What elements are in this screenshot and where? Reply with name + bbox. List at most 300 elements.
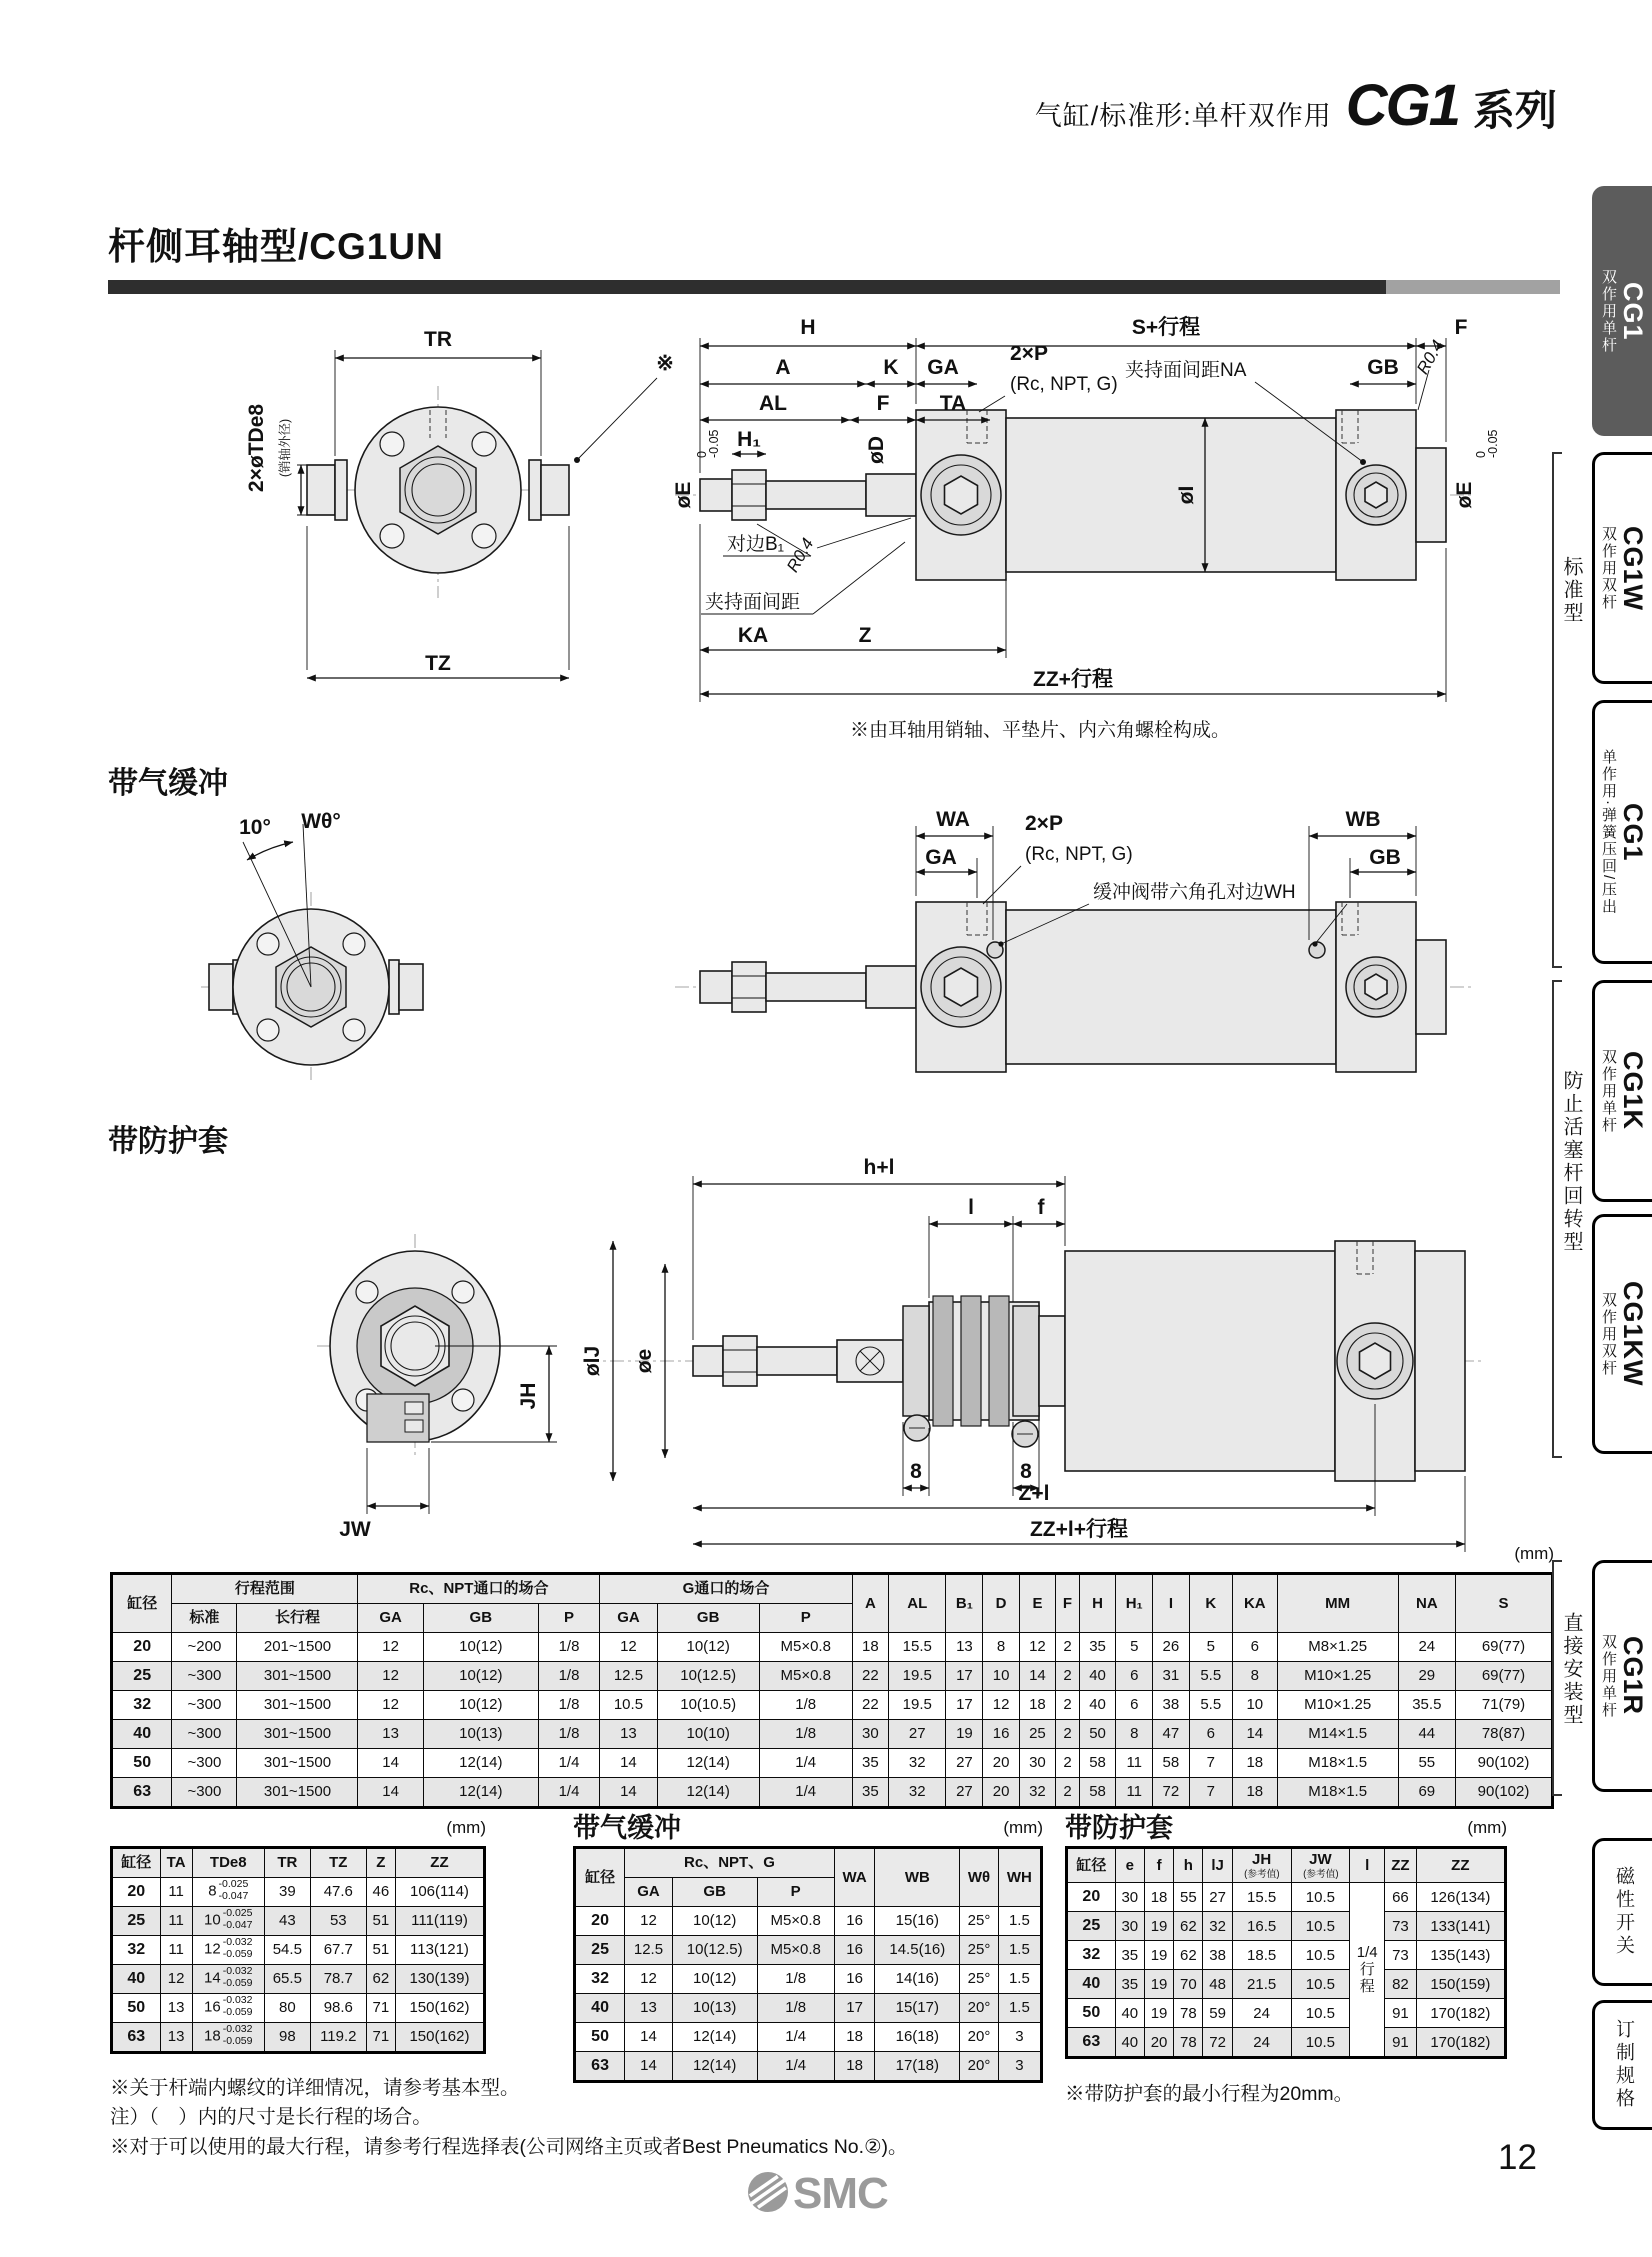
col-header: H₁ [1116,1574,1153,1633]
table-cell: 55 [1398,1749,1455,1778]
table-cell: 10 [983,1662,1019,1691]
table-cell: 14 -0.032 -0.059 [192,1965,264,1994]
table-cell: 53 [310,1907,366,1936]
table-cell: 1.5 [998,1936,1041,1965]
col-header: P [757,1878,834,1907]
table-cell: 48 [1203,1970,1232,1999]
table-cell: 18 [834,2023,875,2052]
col-header: KA [1232,1574,1277,1633]
table-cell: 26 [1153,1633,1189,1662]
table-cell: 1/8 [538,1720,600,1749]
sidebar-tab-cg1[interactable] [1592,186,1652,436]
side-view [581,1156,1485,1552]
sidebar-tab-magnetic-switch[interactable] [1592,1838,1652,1986]
series-suffix: 系列 [1472,87,1557,134]
table-cell: 78 [1174,2028,1203,2058]
table-cell: 12 [600,1633,657,1662]
dim-label-ga: GA [925,846,957,869]
sidebar-tab-cg1w[interactable] [1592,452,1652,684]
dim-label-oi: øI [1175,485,1198,505]
col-header: 缸径 [575,1848,625,1907]
table-cell: 40 [1079,1662,1115,1691]
table-cell: 63 [1067,2028,1116,2058]
table-cell: 12(14) [423,1778,538,1808]
table-cell: 8 [1116,1720,1153,1749]
table-cell: 14 [358,1778,423,1808]
boot-footnote: ※带防护套的最小行程为20mm。 [1065,2083,1354,2105]
table-cell: 19 [1144,1970,1173,1999]
table-cell: 18 [1019,1691,1055,1720]
table-cell: 12(14) [423,1749,538,1778]
col-header: AL [889,1574,946,1633]
table-cell: 73 [1385,1941,1417,1970]
table-cell: 24 [1232,1999,1291,2028]
table-cell: 18 [834,2052,875,2082]
table-cell: 8 -0.025 -0.047 [192,1878,264,1907]
dim-label-port-type: (Rc, NPT, G) [1025,844,1133,865]
table-cell: 201~1500 [237,1633,358,1662]
table-cell: 62 [366,1965,395,1994]
unit-label: (mm) [446,1818,486,1837]
col-header: h [1174,1848,1203,1883]
table-cell: 16.5 [1232,1912,1291,1941]
col-header: 缸径 [112,1574,172,1633]
dim-label-h-plus-l: h+l [863,1156,895,1179]
sidebar-group-bracket [1552,452,1562,968]
table-row [112,1965,485,1994]
table-cell: 12(14) [672,2023,757,2052]
table-cell: 58 [1079,1778,1115,1808]
table-cell: 14 [1019,1662,1055,1691]
dim-label-tr: TR [424,328,452,351]
table-cell: 70 [1174,1970,1203,1999]
dim-label-tde8-sub: (销轴外径) [278,418,292,478]
col-header: TDe8 [192,1848,264,1878]
table-cell: 1/8 [759,1691,852,1720]
table-cell: 1.5 [998,1907,1041,1936]
table-cell: 301~1500 [237,1720,358,1749]
table-cell: 40 [1115,1999,1144,2028]
table-cell: 10.5 [600,1691,657,1720]
drawing-note: ※由耳轴用销轴、平垫片、内六角螺栓构成。 [850,720,1231,741]
tab-model: CG1R [1618,1636,1648,1716]
table-cell: 2 [1056,1778,1080,1808]
table-cell: 12 -0.032 -0.059 [192,1936,264,1965]
table-cell: 32 [889,1749,946,1778]
table-cell: 20 [112,1633,172,1662]
tab-label: 双作用单杆 [1600,1633,1617,1719]
table-cell: ~300 [172,1749,237,1778]
table-cell: 13 [600,1720,657,1749]
table-cell: 25 [112,1907,161,1936]
table-cell: M14×1.5 [1277,1720,1398,1749]
table-cell: 27 [889,1720,946,1749]
col-header: Wθ [960,1848,999,1907]
table-cell: 80 [264,1994,310,2023]
table-cell: 106(114) [395,1878,484,1907]
table-cell: 1/4 [538,1749,600,1778]
table-cell: 10.5 [1291,1970,1350,1999]
col-header: B₁ [946,1574,983,1633]
footnote: ※对于可以使用的最大行程，请参考行程选择表(公司网络主页或者Best Pneumatics No.②)。 [110,2135,908,2158]
table-cell: 13 [160,1994,192,2023]
col-header: 标准 [172,1604,237,1633]
table-cell: 10(12) [657,1633,759,1662]
dim-label-olj: ølJ [581,1345,604,1377]
table-cell: 30 [1115,1883,1144,1912]
table-cell: 1/8 [538,1691,600,1720]
table-cell: 72 [1153,1778,1189,1808]
table-cell: 18 [1232,1749,1277,1778]
dim-label-s-stroke: S+行程 [1131,316,1201,339]
table-cell: 2 [1056,1691,1080,1720]
table-cell: 12 [358,1662,423,1691]
table-cell: 32 [112,1936,161,1965]
table-row [112,1633,1553,1662]
table-cell: 30 [1019,1749,1055,1778]
tab-model: CG1 [1618,281,1648,341]
unit-label: (mm) [1514,1544,1554,1563]
table-cell: 6 [1189,1720,1232,1749]
table-cell: 14 [625,2023,673,2052]
table-cell: M18×1.5 [1277,1778,1398,1808]
table-cell: 91 [1385,2028,1417,2058]
table-cell: 10(12) [423,1633,538,1662]
table-cell: 15.5 [889,1633,946,1662]
col-header: GB [657,1604,759,1633]
footnotes [110,2074,908,2162]
table-cell: 16 [834,1965,875,1994]
side-view [672,315,1500,741]
table-cell: 3 [998,2023,1041,2052]
front-view [317,1234,557,1541]
table-cell: 2 [1056,1633,1080,1662]
table-cell: 32 [889,1778,946,1808]
col-header: F [1056,1574,1080,1633]
table-cell: 51 [366,1907,395,1936]
drawing-air-cushion [105,802,1500,1102]
table-cell: 40 [1079,1691,1115,1720]
table-cell: 1/8 [538,1662,600,1691]
table-cell: 14 [1232,1720,1277,1749]
table-cell: M5×0.8 [757,1936,834,1965]
sidebar-tab-cg1r[interactable] [1592,1560,1652,1792]
table-cell: 19.5 [889,1662,946,1691]
col-header: E [1019,1574,1055,1633]
table-cell: 135(143) [1416,1941,1505,1970]
sidebar-tab-cg1kw[interactable] [1592,1214,1652,1454]
table-row [112,2023,485,2053]
col-header: GA [625,1878,673,1907]
dim-label-a: A [775,356,791,379]
angle-label-wtheta: Wθ° [301,810,341,833]
table-cell: 71(79) [1456,1691,1553,1720]
table-cell: 47 [1153,1720,1189,1749]
table-cell: 10(12) [423,1662,538,1691]
table-cell: 55 [1174,1883,1203,1912]
table-cell: 15.5 [1232,1883,1291,1912]
table-cell: 1/8 [759,1720,852,1749]
dim-label-port-type: (Rc, NPT, G) [1010,374,1118,395]
dim-label-k: K [883,356,899,379]
table-cell: 27 [1203,1883,1232,1912]
table-cell: 6 [1116,1662,1153,1691]
table-cell: M5×0.8 [759,1633,852,1662]
col-header: S [1456,1574,1553,1633]
dim-label-f-right: F [1454,316,1468,339]
col-header: f [1144,1848,1173,1883]
table-cell: 11 [160,1936,192,1965]
col-header: WA [834,1848,875,1907]
sidebar-tab-cg1k[interactable] [1592,980,1652,1202]
col-header: JH (参考值) [1232,1848,1291,1883]
table-cell: 24 [1398,1633,1455,1662]
table-cell: 14 [358,1749,423,1778]
table-cell: 19 [946,1720,983,1749]
table-cell: 35 [852,1749,888,1778]
table-cell: 22 [852,1691,888,1720]
table-cell: 111(119) [395,1907,484,1936]
table-cell: 21.5 [1232,1970,1291,1999]
table-cell: 78 [1174,1999,1203,2028]
dim-label-zz-stroke: ZZ+行程 [1033,668,1113,691]
table-cell: 25 [575,1936,625,1965]
table-cell: 25° [960,1907,999,1936]
table-cell: 40 [112,1720,172,1749]
table-cell: 32 [1019,1778,1055,1808]
table-cell: 5.5 [1189,1662,1232,1691]
table-cell: 50 [575,2023,625,2052]
table-cell: 50 [112,1749,172,1778]
table-cell: 24 [1232,2028,1291,2058]
table-cell: 69(77) [1456,1633,1553,1662]
table-cell: 12(14) [657,1749,759,1778]
table-cell: 10.5 [1291,1999,1350,2028]
table-cell: 50 [112,1994,161,2023]
table-row [575,1907,1042,1936]
tab-model: CG1W [1618,525,1648,611]
table-cell: 71 [366,2023,395,2053]
table-cell: 10(12.5) [657,1662,759,1691]
table-cell: 20 [112,1878,161,1907]
col-header: A [852,1574,888,1633]
table-cell: 14.5(16) [875,1936,960,1965]
table-cell: ~300 [172,1720,237,1749]
sidebar-tab-made-to-order[interactable] [1592,2000,1652,2130]
table-row [112,1907,485,1936]
table-cell: 50 [1079,1720,1115,1749]
table-cell: 50 [1067,1999,1116,2028]
table-row [112,1936,485,1965]
table-cell: 170(182) [1416,1999,1505,2028]
dim-label-h1: H₁ [737,428,761,451]
table-cell: 13 [160,2023,192,2053]
table-row [1067,2028,1506,2058]
table-cell: 14 [625,2052,673,2082]
section-title-bar [108,280,1560,294]
table-cell: 10.5 [1291,1941,1350,1970]
table-cell: 19 [1144,1941,1173,1970]
dim-label-zz-plus-l-stroke: ZZ+l+行程 [1029,1518,1129,1541]
cushion-dimension-table [573,1846,1043,2083]
table-cell: ~300 [172,1662,237,1691]
col-header: MM [1277,1574,1398,1633]
table-cell: 150(162) [395,1994,484,2023]
col-header: WH [998,1848,1041,1907]
table-cell: 150(162) [395,2023,484,2053]
table-cell: 25° [960,1936,999,1965]
table-row [575,2023,1042,2052]
table-cell: 18 [852,1633,888,1662]
table-cell: 51 [366,1936,395,1965]
table-cell: 25° [960,1965,999,1994]
table-cell: 119.2 [310,2023,366,2053]
section-title: 杆侧耳轴型/CG1UN [108,226,444,267]
col-header: P [538,1604,600,1633]
table-row [1067,1912,1506,1941]
table-cell: 7 [1189,1749,1232,1778]
col-header: P [759,1604,852,1633]
tab-label: 单作用·弹簧压回/压出 [1600,748,1617,916]
table-cell: 1.5 [998,1994,1041,2023]
angle-label-10: 10° [239,816,271,839]
table-cell: 35 [1079,1633,1115,1662]
table-row [1067,1883,1506,1912]
table-cell: 43 [264,1907,310,1936]
table-row [1067,1970,1506,1999]
table-cell: 16(18) [875,2023,960,2052]
drawing-cg1un [105,298,1500,750]
drawing-boot [105,1156,1500,1558]
col-header: 行程范围 [172,1574,358,1604]
table-cell: 5 [1189,1633,1232,1662]
table-cell: 8 [983,1633,1019,1662]
table-row [112,1749,1553,1778]
table-cell: 25 [1067,1912,1116,1941]
tab-label: 双作用单杆 [1600,1048,1617,1134]
table-cell: 11 [160,1878,192,1907]
table-cell: 38 [1203,1941,1232,1970]
table-cell: 1/8 [757,1994,834,2023]
table-cell: 5.5 [1189,1691,1232,1720]
table-cell: 12 [1019,1633,1055,1662]
table-cell: 32 [112,1691,172,1720]
table-cell: 12 [983,1691,1019,1720]
col-header: 长行程 [237,1604,358,1633]
table-row [575,1965,1042,1994]
table-cell: 40 [1067,1970,1116,1999]
sidebar-group-standard: 标准型 [1560,556,1582,625]
table-row [1067,1941,1506,1970]
table-cell: 7 [1189,1778,1232,1808]
col-header: ZZ [395,1848,484,1878]
table-cell: 13 [358,1720,423,1749]
dim-label-na: 夹持面间距NA [1125,360,1247,381]
table-cell: 12(14) [672,2052,757,2082]
table-cell: 35.5 [1398,1691,1455,1720]
table-cell: 10(12) [672,1907,757,1936]
table-cell: 10(13) [423,1720,538,1749]
table-cell: 1/4 [757,2023,834,2052]
table-cell: 78(87) [1456,1720,1553,1749]
table-cell: 5 [1116,1633,1153,1662]
table-row [112,1720,1553,1749]
sidebar-tab-cg1-single[interactable] [1592,700,1652,964]
col-header: ZZ [1385,1848,1417,1883]
col-header: ZZ [1416,1848,1505,1883]
table-row [112,1662,1553,1691]
table-cell: M10×1.25 [1277,1691,1398,1720]
col-header: TR [264,1848,310,1878]
table-cell: 10 -0.025 -0.047 [192,1907,264,1936]
col-header: JW (参考值) [1291,1848,1350,1883]
table-cell: 18 -0.032 -0.059 [192,2023,264,2053]
footnote: ※关于杆端内螺纹的详细情况，请参考基本型。 [110,2077,520,2099]
table-cell: 82 [1385,1970,1417,1999]
table-cell: 90(102) [1456,1749,1553,1778]
table-cell: 14(16) [875,1965,960,1994]
table-cell: 301~1500 [237,1662,358,1691]
dim-label-tz: TZ [425,652,451,675]
table-cell: 12 [160,1965,192,1994]
table-cell: 12.5 [625,1936,673,1965]
dim-label-f2: F [876,392,890,415]
table-cell: 12 [358,1691,423,1720]
col-header: K [1189,1574,1232,1633]
table-cell: 30 [1115,1912,1144,1941]
series-name: CG1 [1345,73,1459,138]
tab-label: 双作用单杆 [1600,268,1617,354]
table-cell: 58 [1153,1749,1189,1778]
dim-label-8a: 8 [910,1460,922,1483]
boot-dimension-table [1065,1846,1507,2059]
trunnion-dimension-table [110,1846,486,2054]
page-number: 12 [1498,2138,1537,2177]
dim-label-ta: TA [939,392,967,415]
table-cell: 29 [1398,1662,1455,1691]
table-cell: 59 [1203,1999,1232,2028]
table-cell: 65.5 [264,1965,310,1994]
side-view [675,808,1475,1072]
table-row [575,1994,1042,2023]
dim-label-ka: KA [737,624,769,647]
table-cell: 17 [946,1691,983,1720]
table-cell: 1/4 行 程 [1350,1883,1385,2058]
table-cell: 12 [625,1907,673,1936]
unit-label: (mm) [1003,1818,1043,1837]
smc-logo-text: SMC [793,2169,888,2218]
table-row [575,1936,1042,1965]
front-view [245,328,674,678]
table-cell: 12 [358,1633,423,1662]
dim-label-tde8: 2×øTDe8 [245,403,268,493]
sidebar-group-non-rotating: 防止活塞杆回转型 [1560,1070,1582,1254]
table-cell: 69 [1398,1778,1455,1808]
col-header: Z [366,1848,395,1878]
col-header: WB [875,1848,960,1907]
cushion-section-heading: 带气缓冲 [108,767,228,800]
table-cell: 15(16) [875,1907,960,1936]
col-header: e [1115,1848,1144,1883]
table-cell: 44 [1398,1720,1455,1749]
main-dimension-table [110,1572,1554,1809]
table-cell: 32 [1203,1912,1232,1941]
col-header: l [1350,1848,1385,1883]
col-header: TZ [310,1848,366,1878]
tab-label: 磁性开关 [1613,1866,1634,1958]
table-cell: 46 [366,1878,395,1907]
table-cell: 19 [1144,1912,1173,1941]
